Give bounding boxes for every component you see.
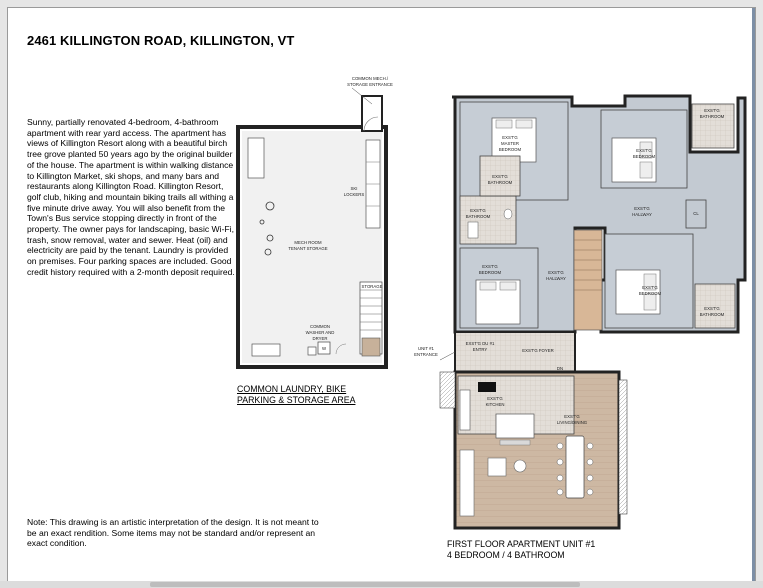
se-bedroom-label-1: EXST'G xyxy=(642,285,658,290)
mech-entrance-label-1: COMMON MECH./ xyxy=(351,76,389,81)
closet-label: CL xyxy=(693,211,699,216)
dining-table xyxy=(566,436,584,498)
master-bedroom-label-3: BEDROOM xyxy=(498,147,522,152)
stair-down-label: DN xyxy=(556,366,564,371)
armchair xyxy=(514,460,526,472)
mech-equipment xyxy=(248,138,264,178)
scrollbar-thumb[interactable] xyxy=(150,582,580,587)
laundry-sink xyxy=(252,344,280,356)
ne-bedroom-label-1: EXST'G xyxy=(636,148,652,153)
kitchen-label-1: EXST'G xyxy=(487,396,503,401)
c-bathroom-label-1: EXST'G xyxy=(470,208,486,213)
foyer-label: EXST'G FOYER xyxy=(522,348,554,353)
e-hallway-label-2: HALLWAY xyxy=(632,212,652,217)
coffee-table xyxy=(488,458,506,476)
apartment-description: Sunny, partially renovated 4-bedroom, 4-bathroom apartment with rear yard access. The apartment has views of Killington Resort along with a beautiful birch tree grove planted 50 years ago by the original builder of the house. The apartment is within walking distance to Killington Market, ski shops, and many bars and restaurants along Killington Road. Killington Resort, golf club, hiking and mountain biking trails all withing a five minute drive away. You will also benefit from the Town's Bus service stopping directly in front of the property. The owner pays for landscaping, basic Wi-Fi, trash, snow removal, water and sewer. Heat (oil) and electricity are paid by the tenant. Laundry is provided on premises. Four parking spaces are included. Good credit history required with a 2-month deposit required. xyxy=(27,117,235,277)
ne-bedroom-label-2: BEDROOM xyxy=(632,154,656,159)
ne-bathroom-label-2: BATHROOM xyxy=(699,114,725,119)
entry-label-1: EXST'G DU #1 xyxy=(465,341,495,346)
ski-lockers-label-2: LOCKERS xyxy=(343,192,365,197)
living-label-2: LIVING/DINING xyxy=(556,420,588,425)
mech-room-label-1: MECH ROOM xyxy=(294,240,322,245)
common-area-caption-line2: PARKING & STORAGE AREA xyxy=(237,395,356,405)
storage-closet xyxy=(362,338,380,356)
se-bathroom-label-1: EXST'G xyxy=(704,306,720,311)
disclaimer-note: Note: This drawing is an artistic interpretation of the design. It is not meant to be an exact rendition. Some items may not be standard and/or represent an exact condition. xyxy=(27,517,319,549)
washer-label-1: COMMON xyxy=(309,324,331,329)
horizontal-scrollbar[interactable] xyxy=(0,581,763,588)
sw-bedroom-label-1: EXST'G xyxy=(482,264,498,269)
w-bathroom-label-2: BATHROOM xyxy=(487,180,513,185)
unit-entrance-label-2: ENTRANCE xyxy=(414,352,438,357)
entry-label-2: ENTRY xyxy=(472,347,488,352)
unit-plan-caption-line1: FIRST FLOOR APARTMENT UNIT #1 xyxy=(447,539,596,549)
master-bedroom-label-1: EXST'G xyxy=(502,135,518,140)
property-address-title: 2461 KILLINGTON ROAD, KILLINGTON, VT xyxy=(27,33,295,48)
c-bathroom-label-2: BATHROOM xyxy=(465,214,491,219)
stoop-steps xyxy=(440,372,455,408)
unit-plan xyxy=(414,96,745,528)
deck-edge xyxy=(619,380,627,514)
range xyxy=(478,382,496,392)
ne-bathroom-label-1: EXST'G xyxy=(704,108,720,113)
storage-label: STORAGE xyxy=(361,284,383,289)
mech-room-label-2: TENANT STORAGE xyxy=(288,246,328,251)
kitchen-label-2: KITCHEN xyxy=(485,402,505,407)
sofa xyxy=(460,450,474,516)
washer-label-3: DRYER xyxy=(312,336,328,341)
sw-bedroom-label-2: BEDROOM xyxy=(478,270,502,275)
w-hallway-label-2: HALLWAY xyxy=(546,276,566,281)
w-bathroom-label-1: EXST'G xyxy=(492,174,508,179)
se-bathroom-label-2: BATHROOM xyxy=(699,312,725,317)
unit-entrance-label-1: UNIT #1 xyxy=(418,346,434,351)
unit-plan-caption-line2: 4 BEDROOM / 4 BATHROOM xyxy=(447,550,565,560)
mech-entrance-label-2: STORAGE ENTRANCE xyxy=(347,82,393,87)
ski-lockers-label-1: SKI xyxy=(350,186,358,191)
common-area-plan xyxy=(238,76,393,367)
washer-letter: W xyxy=(321,346,327,351)
master-bedroom-label-2: MASTER xyxy=(501,141,519,146)
e-hallway-label-1: EXST'G xyxy=(634,206,650,211)
living-label-1: EXST'G xyxy=(564,414,580,419)
washer-label-2: WASHER AND xyxy=(305,330,335,335)
entrance-leader-unit xyxy=(440,352,455,360)
common-area-caption-line1: COMMON LAUNDRY, BIKE xyxy=(237,384,347,394)
kitchen-island xyxy=(496,414,534,438)
w-hallway-label-1: EXST'G xyxy=(548,270,564,275)
kitchen-counter xyxy=(460,390,470,430)
se-bedroom-label-2: BEDROOM xyxy=(638,291,662,296)
